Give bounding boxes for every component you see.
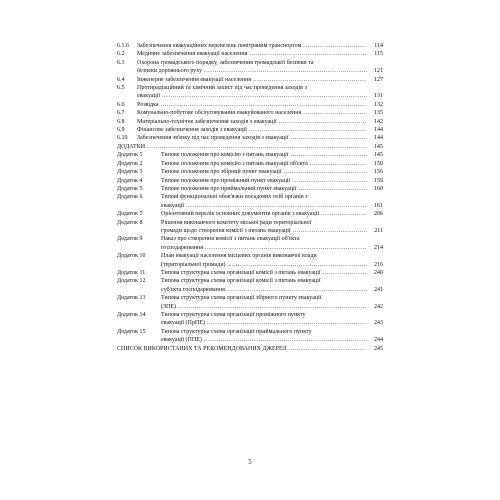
toc-leader-dots	[227, 286, 367, 294]
toc-leader-dots	[323, 269, 367, 277]
toc-entry-page: 115	[374, 51, 383, 58]
toc-entry-title-line: Типове положення про збірний пункт евакуації	[161, 169, 282, 176]
toc-entry	[117, 311, 383, 328]
toc-entry-title	[137, 109, 383, 117]
toc-leader-dots	[292, 177, 367, 185]
toc-entry-number: 6.9	[117, 127, 125, 134]
toc-leader-dots	[204, 336, 367, 344]
toc-entry	[117, 50, 383, 58]
toc-leader-dots	[298, 185, 367, 193]
toc-leader-dots	[205, 244, 367, 252]
toc-entry-page: 145	[374, 152, 383, 159]
toc-entry-title	[137, 118, 383, 126]
toc-entry-title-line: ДОДАТКИ	[117, 143, 146, 150]
toc-entry-title	[137, 84, 383, 101]
toc-leader-dots	[303, 109, 367, 117]
toc-entry-page: 243	[374, 320, 383, 327]
toc-entry-title	[161, 193, 383, 210]
toc-entry-title	[137, 126, 383, 134]
toc-entry-page: 145	[374, 143, 383, 150]
toc-entry-number: Додаток 12	[117, 278, 146, 285]
toc-entry	[117, 277, 383, 294]
toc-entry-title-line: Інженерне забезпечення евакуації населення	[137, 76, 252, 83]
toc-entry-page: 214	[374, 244, 383, 251]
toc-entry-page: 211	[374, 227, 383, 234]
toc-leader-dots	[228, 261, 367, 269]
toc-entry-title-line: Типова структурна схема організації комісії з питань евакуації	[161, 278, 321, 285]
toc-entry-title-line: Матеріально-технічне забезпечення заходів з евакуації	[137, 118, 277, 125]
toc-entry-number: Додаток 15	[117, 328, 146, 335]
toc-entry-number: Додаток 11	[117, 269, 146, 276]
toc-entry	[117, 76, 383, 84]
toc-entry-title-line: План евакуації населення місцевих органів виконавчої влади	[161, 253, 317, 260]
toc-entry-title	[137, 42, 383, 50]
toc-entry-title	[137, 76, 383, 84]
toc-leader-dots	[204, 67, 367, 75]
toc-leader-dots	[289, 345, 367, 353]
toc-leader-dots	[207, 319, 367, 327]
toc-entry	[117, 219, 383, 236]
toc-entry	[117, 252, 383, 269]
toc-leader-dots	[249, 126, 367, 134]
toc-entry-number: Додаток 10	[117, 253, 146, 260]
toc-entry-page: 160	[374, 185, 383, 192]
toc-entry-title-line: Типове положення про комісію з питань евакуації об'єкта	[161, 160, 308, 167]
toc-entry-title	[161, 168, 383, 176]
toc-entry-title-line: Комунально-побутове обслуговування евакуйованого населення	[137, 110, 302, 117]
toc-heading	[117, 143, 383, 151]
toc-entry-title	[161, 252, 383, 269]
toc-entry-title-line: Типові функціональні обов'язки посадових осіб органів з	[161, 194, 308, 201]
toc-leader-dots	[290, 134, 367, 142]
toc-entry-title-line: Типова структурна схема організації приймального пункту	[161, 328, 312, 335]
toc-entry-page: 159	[374, 177, 383, 184]
page-number: 5	[248, 458, 252, 466]
toc-entry-number: 6.4	[117, 76, 125, 83]
toc-entry	[117, 193, 383, 210]
toc-entry-title-line: СПИСОК ВИКОРИСТАНИХ ТА РЕКОМЕНДОВАНИХ ДЖЕРЕЛ	[117, 345, 287, 352]
toc-entry-title-line: Розвідка	[137, 101, 159, 108]
toc-entry-title	[161, 269, 383, 277]
toc-leader-dots	[249, 50, 367, 58]
toc-entry	[117, 118, 383, 126]
toc-entry-page: 244	[374, 337, 383, 344]
toc-entry-page: 216	[374, 261, 383, 268]
toc-entry-title	[117, 143, 383, 151]
toc-entry-number: 6.5	[117, 85, 125, 92]
toc-entry-title	[161, 185, 383, 193]
toc-entry-title-line: господарювання	[161, 244, 203, 251]
toc-entry	[117, 151, 383, 159]
toc-entry-number: 6.3	[117, 59, 125, 66]
toc-entry-page: 121	[374, 68, 383, 75]
toc-entry	[117, 269, 383, 277]
toc-leader-dots	[293, 227, 367, 235]
toc-entry-title	[161, 294, 383, 311]
toc-leader-dots	[310, 160, 367, 168]
toc-entry-title-line: евакуації (ППЕ)	[161, 337, 202, 344]
toc-entry-title-line: (ЗПЕ)	[161, 303, 176, 310]
toc-entry	[117, 235, 383, 252]
toc-entry-title-line: Фінансове забезпечення заходів з евакуації	[137, 127, 247, 134]
toc-entry-title	[137, 50, 383, 58]
toc-entry-page: 114	[374, 43, 383, 49]
toc-entry-title	[161, 160, 383, 168]
toc-entry-title-line: безпеки дорожнього руху	[137, 68, 203, 75]
toc-entry-title-line: Типова структурна схема організації комісії з питань евакуації	[161, 269, 321, 276]
toc-leader-dots	[178, 303, 367, 311]
toc-leader-dots	[161, 101, 367, 109]
toc-entry-title	[161, 177, 383, 185]
toc-entry-page: 132	[374, 101, 383, 108]
toc-leader-dots	[162, 92, 367, 100]
toc-entry-title-line: Типова структурна схема організації збірного пункту евакуації	[161, 295, 322, 302]
toc-entry-page: 150	[374, 160, 383, 167]
toc-entry-number: Додаток 9	[117, 236, 143, 243]
toc-entry-number: Додаток 6	[117, 194, 143, 201]
toc-entry-title-line: Наказ про створення комісії з питань евакуації об'єкта	[161, 236, 300, 243]
toc-leader-dots	[284, 168, 367, 176]
toc-heading	[117, 345, 383, 353]
toc-entry-page: 240	[374, 269, 383, 276]
toc-entry-number: Додаток 3	[117, 169, 143, 176]
toc-entry-title-line: евакуації	[137, 93, 161, 100]
toc-entry	[117, 177, 383, 185]
toc-entry-title	[137, 134, 383, 142]
toc-leader-dots	[290, 151, 367, 159]
toc-leader-dots	[321, 210, 367, 218]
toc-entry-title	[117, 345, 383, 353]
toc-entry-number: 6.6	[117, 101, 125, 108]
toc-entry	[117, 210, 383, 218]
toc-entry-number: Додаток 8	[117, 219, 143, 226]
toc-entry-page: 242	[374, 303, 383, 310]
toc-entry-title-line: суб'єкта господарювання	[161, 286, 225, 293]
toc-entry	[117, 84, 383, 101]
toc-entry-title-line: Охорона громадського порядку, забезпечення громадської безпеки та	[137, 59, 314, 66]
toc-entry-title-line: Медичне забезпечення евакуації населення	[137, 51, 248, 58]
toc-entry-number: 6.7	[117, 110, 125, 117]
toc-entry-title	[161, 235, 383, 252]
toc-entry	[117, 328, 383, 345]
toc-entry-number: Додаток 14	[117, 312, 146, 318]
toc-entry	[117, 59, 383, 76]
toc-entry-title	[161, 219, 383, 236]
toc-entry-page: 156	[374, 169, 383, 176]
toc-entry-page: 142	[374, 118, 383, 125]
toc-entry-title	[161, 328, 383, 345]
toc-entry-number: 6.8	[117, 118, 125, 125]
toc-entry-title-line: Забезпечення евакуаційних перевезень повітряним транспортом	[137, 43, 302, 49]
toc-entry-page: 206	[374, 211, 383, 218]
toc-entry-page: 144	[374, 127, 383, 134]
toc-entry-page: 245	[374, 345, 383, 352]
toc-entry-title-line: евакуації (ПрПЕ)	[161, 320, 205, 327]
toc-entry	[117, 294, 383, 311]
toc-entry	[117, 42, 383, 50]
toc-entry-title-line: Орієнтовний перелік основних документів органів з евакуації	[161, 211, 320, 218]
toc-entry-title-line: Протирадіаційний та хімічний захист під час проведення заходів з	[137, 85, 307, 92]
toc-entry-title-line: Забезпечення зв'язку під час проведення заходів з евакуації	[137, 135, 289, 142]
toc-entry-title-line: Типове положення про приймальний пункт евакуації	[161, 185, 297, 192]
toc-entry-title-line: Рішення виконавчого комітету міської ради територіальної	[161, 219, 312, 226]
toc-entry-title-line: евакуації	[161, 202, 185, 209]
toc-entry-page: 131	[374, 93, 383, 100]
toc-entry-title-line: Типове положення про комісію з питань евакуації	[161, 152, 289, 159]
toc-entry	[117, 109, 383, 117]
toc-leader-dots	[279, 118, 367, 126]
toc-leader-dots	[253, 76, 367, 84]
toc-entry-page: 144	[374, 135, 383, 142]
toc-entry-page: 135	[374, 110, 383, 117]
toc-entry-number: Додаток 2	[117, 160, 143, 167]
toc-entry	[117, 168, 383, 176]
toc-entry-number: Додаток 1	[117, 152, 143, 159]
toc-entry	[117, 185, 383, 193]
toc-entry-number: Додаток 7	[117, 211, 143, 218]
table-of-contents	[117, 42, 383, 353]
toc-entry-title	[161, 311, 383, 328]
toc-entry-page: 127	[374, 76, 383, 83]
toc-entry-title	[161, 277, 383, 294]
toc-entry-page: 161	[374, 202, 383, 209]
toc-entry-number: Додаток 4	[117, 177, 143, 184]
toc-leader-dots	[147, 143, 367, 151]
toc-entry-title	[137, 101, 383, 109]
toc-entry-number: 6.10	[117, 135, 128, 142]
toc-entry-title-line: (територіальної громади)	[161, 261, 226, 268]
toc-entry-title-line: громади щодо створення комісії з питань евакуації	[161, 227, 291, 234]
toc-entry-title-line: Типова структурна схема організації проміжного пункту	[161, 312, 306, 318]
toc-entry-title-line: Типове положення про проміжний пункт евакуації	[161, 177, 291, 184]
toc-entry-title	[161, 210, 383, 218]
toc-entry	[117, 134, 383, 142]
toc-entry	[117, 160, 383, 168]
toc-entry-number: Додаток 13	[117, 295, 146, 302]
toc-leader-dots	[303, 42, 367, 50]
toc-entry-number: 6.2	[117, 51, 125, 58]
toc-entry-number: 6.1.6	[117, 43, 129, 49]
toc-entry-title	[137, 59, 383, 76]
toc-entry-title	[161, 151, 383, 159]
toc-entry-number: Додаток 5	[117, 185, 143, 192]
toc-leader-dots	[186, 202, 367, 210]
toc-entry-page: 241	[374, 286, 383, 293]
toc-entry	[117, 126, 383, 134]
toc-entry	[117, 101, 383, 109]
